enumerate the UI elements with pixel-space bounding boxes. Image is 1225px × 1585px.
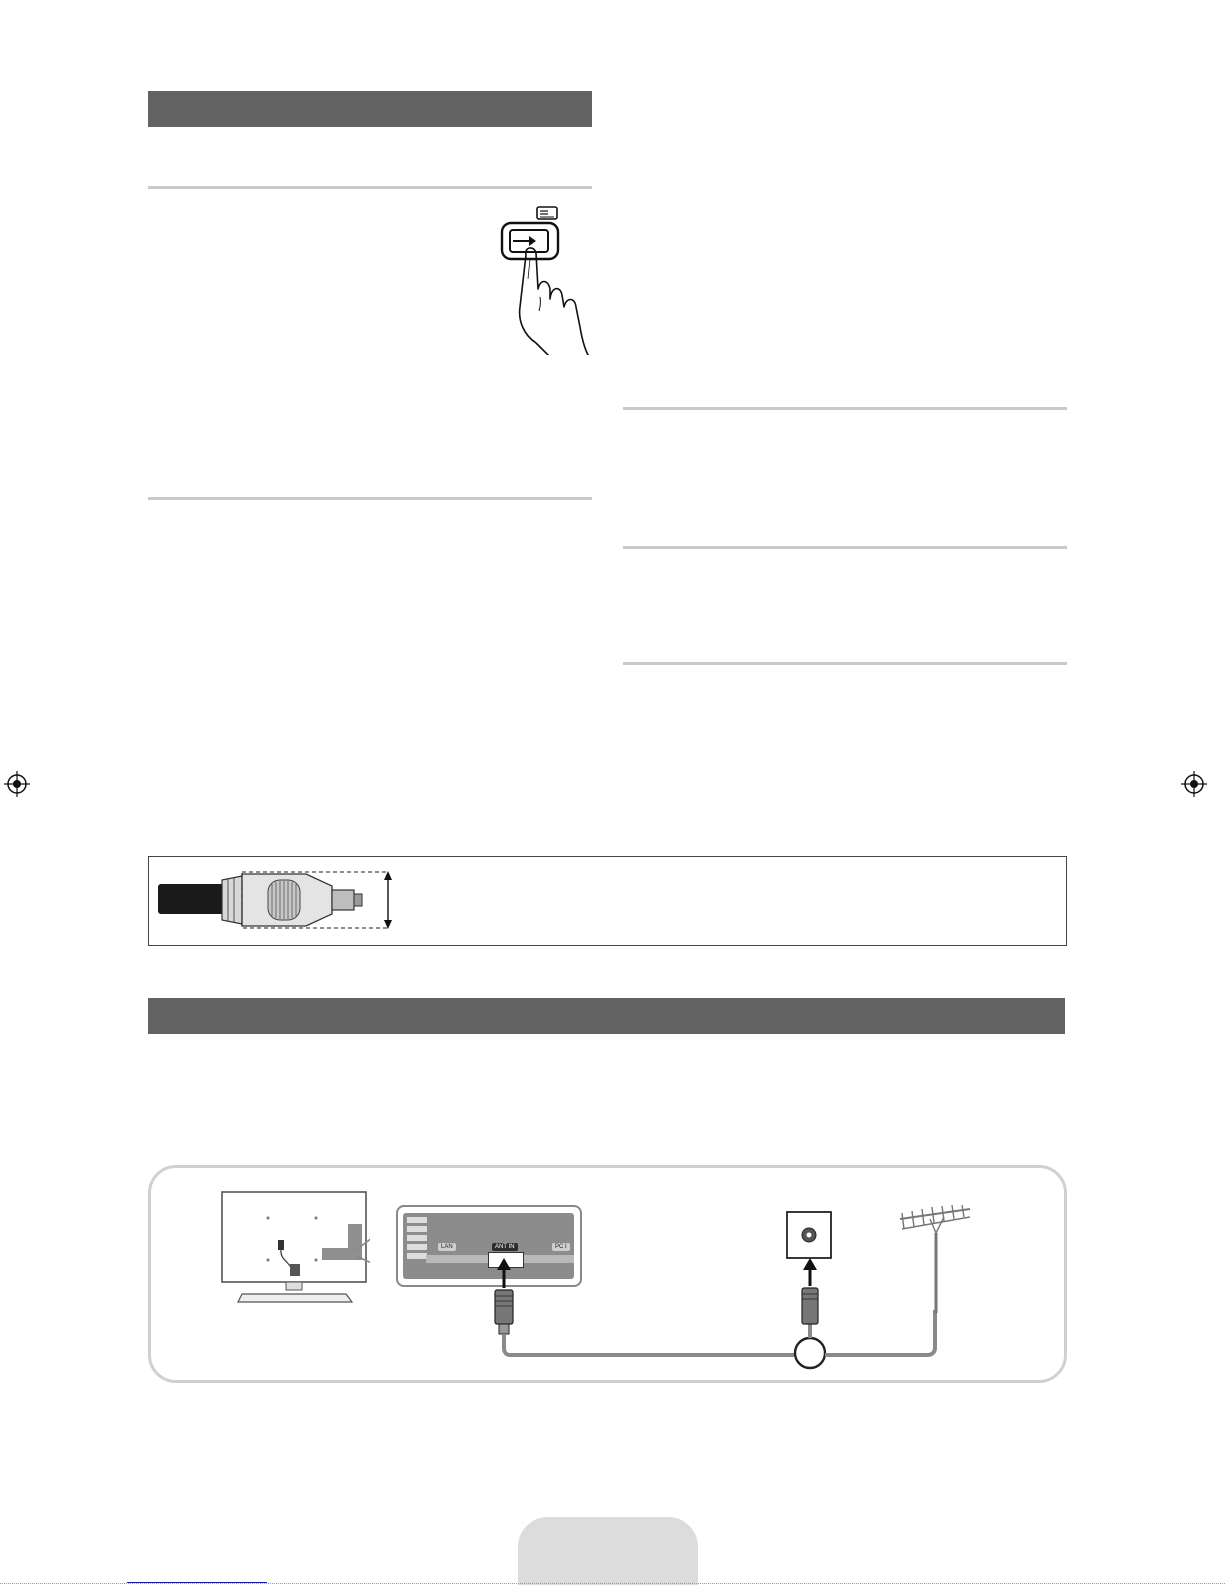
divider-rule <box>148 186 592 189</box>
antenna-wall-jack-icon <box>785 1210 835 1262</box>
hdmi-plug-icon <box>156 868 400 932</box>
port-label-ant-in: ANT IN <box>492 1243 518 1251</box>
source-button-hand-icon <box>496 203 596 355</box>
page-number-tab <box>518 1517 698 1585</box>
port-column <box>407 1217 429 1275</box>
section-header-bar-top <box>148 91 592 127</box>
divider-rule <box>623 407 1067 410</box>
crosshair-target-icon <box>4 771 30 797</box>
outdoor-antenna-icon <box>890 1205 980 1315</box>
port-label-lan: LAN <box>438 1243 456 1251</box>
port-label-pc: PC I <box>552 1243 570 1251</box>
bottom-dotted-rule <box>0 1583 1225 1584</box>
divider-rule <box>623 662 1067 665</box>
divider-rule <box>623 546 1067 549</box>
divider-rule <box>148 497 592 500</box>
tv-rear-panel-icon <box>220 1190 370 1306</box>
section-header-bar-connection <box>148 998 1065 1034</box>
crosshair-target-icon <box>1181 771 1207 797</box>
